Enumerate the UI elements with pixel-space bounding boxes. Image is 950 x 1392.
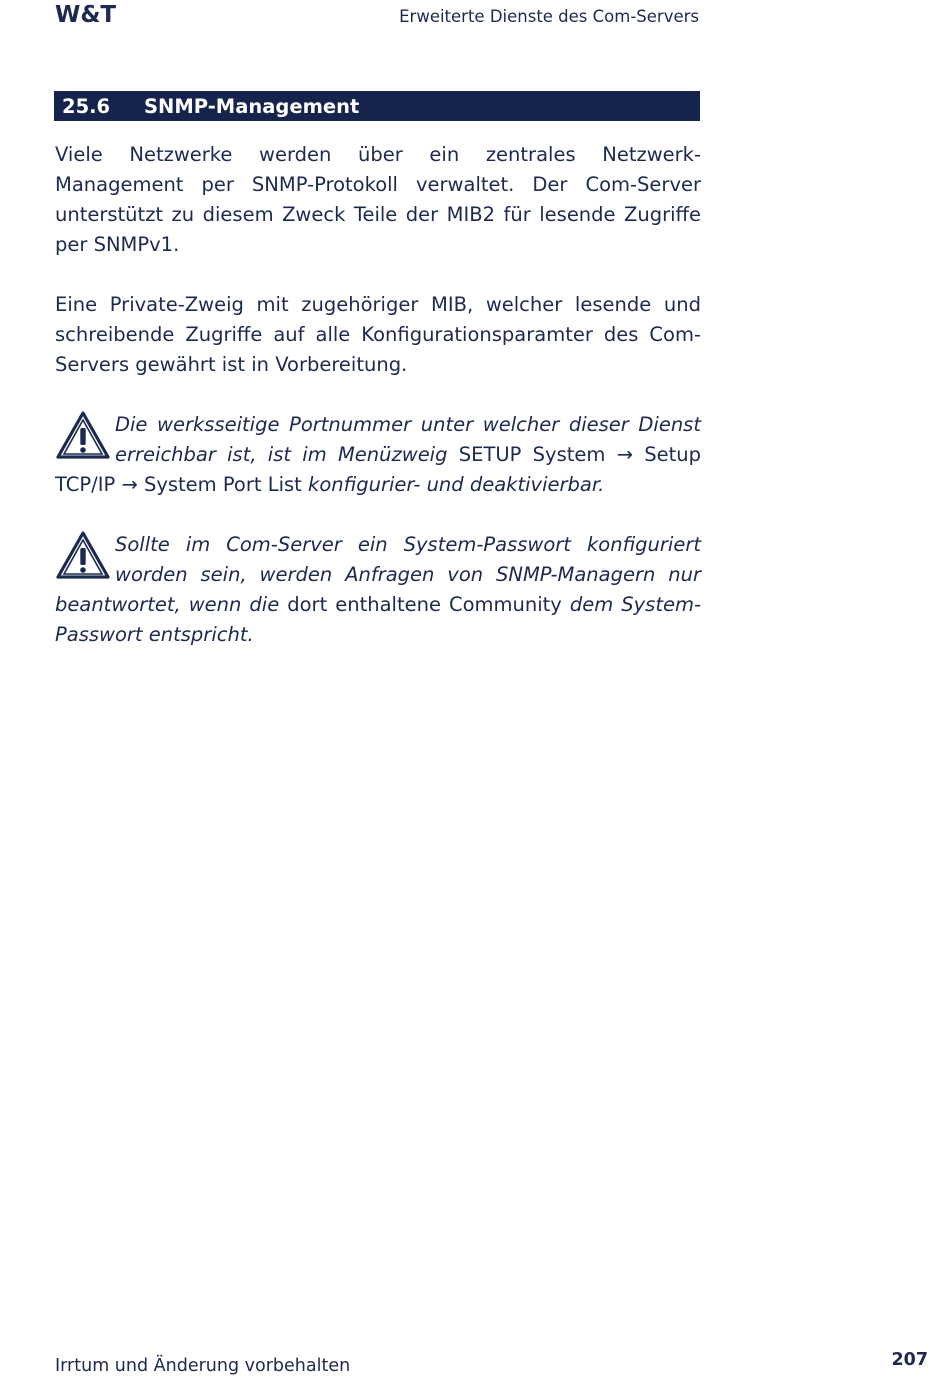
note-text-part2: konfigurier- und deaktivierbar.: [308, 473, 605, 496]
paragraph-private-mib: Eine Private-Zweig mit zugehöriger MIB, welcher lesende und schreibende Zugriffe auf alle Konfigurationsparamter des Com-Servers gewährt ist in Vorbereitung.: [55, 293, 701, 376]
warning-triangle-icon: [55, 410, 111, 460]
section-number: 25.6: [62, 94, 111, 118]
footer-disclaimer: Irrtum und Änderung vorbehalten: [55, 1356, 351, 1376]
paragraph-intro: Viele Netzwerke werden über ein zentrales Netzwerk-Management per SNMP-Protokoll verwaltet. Der Com-Server unterstützt zu diesem Zweck Teile der MIB2 für lesende Zugriffe per SNMPv1.: [55, 143, 701, 256]
warning-note-port: [55, 410, 701, 500]
running-header-title: Erweiterte Dienste des Com-Servers: [399, 7, 699, 26]
menu-path: SETUP System → Setup TCP/IP → System Port List: [55, 443, 701, 496]
body-content: [55, 140, 701, 680]
note-text-part1: Die werksseitige Portnummer unter welcher dieser Dienst erreichbar ist, ist im Menüzweig: [115, 413, 701, 466]
warning-note-password: [55, 530, 701, 650]
page-number: 207: [891, 1350, 928, 1370]
warning-triangle-icon: [55, 530, 111, 580]
note-text-part1: Sollte im Com-Server ein System-Passwort konfiguriert worden sein, werden Anfragen von SNMP-Managern nur beantwortet, wenn die: [55, 533, 701, 616]
community-text: dort enthaltene Community: [287, 593, 562, 616]
brand-logo: W&T: [55, 2, 117, 28]
note-text-part2: dem System-Passwort entspricht.: [55, 593, 702, 646]
section-heading: [54, 91, 700, 121]
section-title: SNMP-Management: [144, 94, 360, 118]
